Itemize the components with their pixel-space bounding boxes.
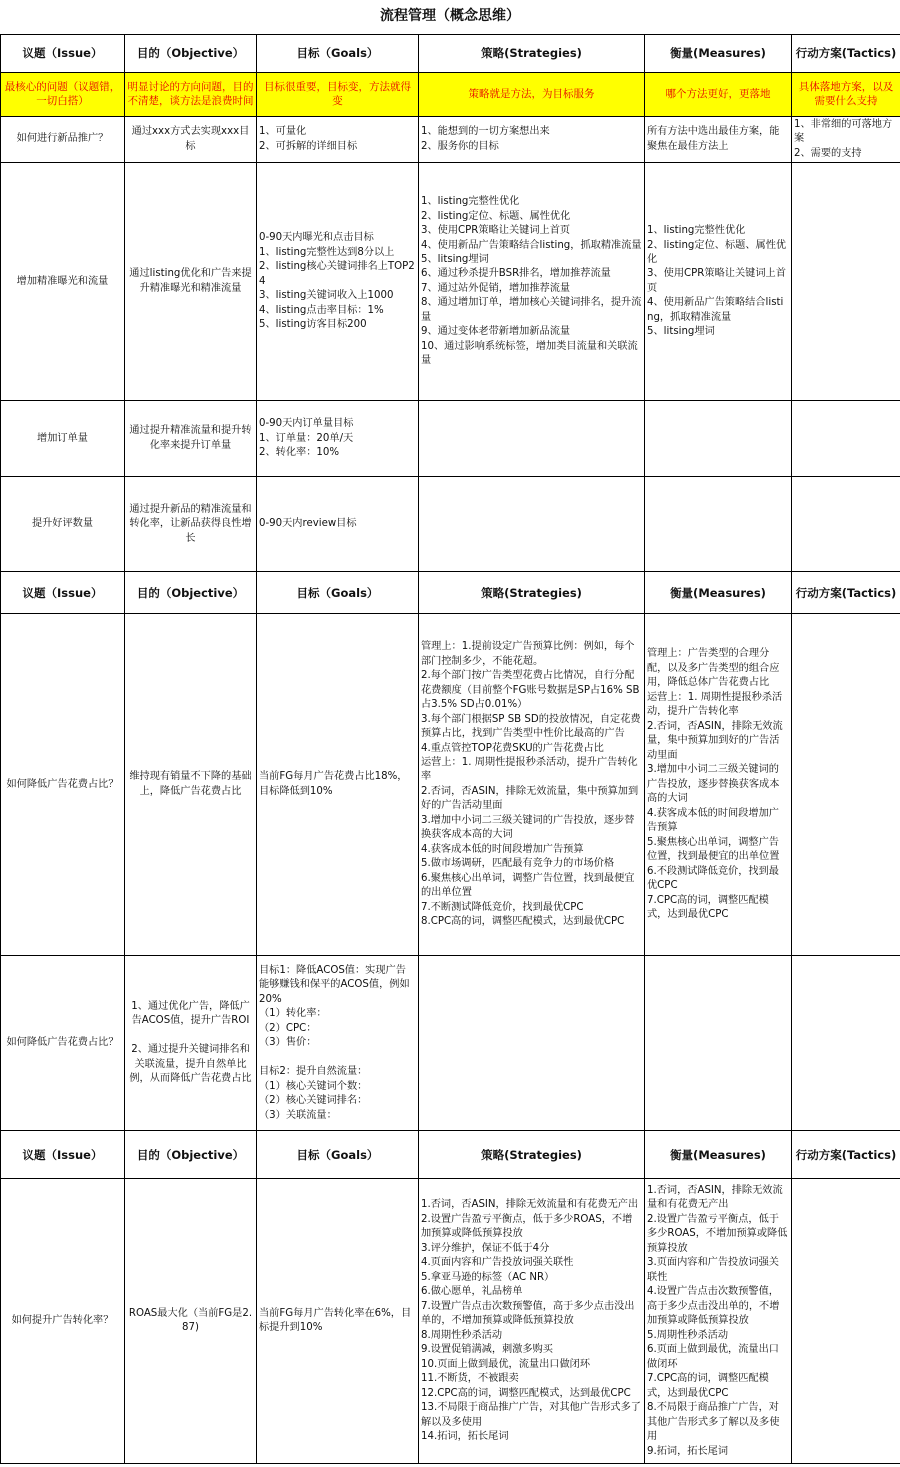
objective-cell <box>125 477 257 572</box>
goals-cell <box>257 956 419 1131</box>
cell-line: 8.不局限于商品推广广告，对其他广告形式多了解以及多使用 <box>647 1402 780 1443</box>
table-row <box>1 163 900 401</box>
header-row <box>1 572 900 614</box>
cell-line: 1、通过优化广告，降低广告ACOS值，提升广告ROI <box>131 1001 250 1027</box>
table-row <box>1 614 900 956</box>
cell-line: 增加订单量 <box>37 432 88 444</box>
goals-cell <box>257 163 419 401</box>
cell-line: 通过提升精准流量和提升转化率来提升订单量 <box>129 425 252 451</box>
cell-line <box>259 1051 416 1065</box>
cell-line: 如何降低广告花费占比？ <box>6 1037 119 1049</box>
cell-line: 6.聚焦核心出单词，调整广告位置，找到最便宜的出单位置 <box>421 872 635 899</box>
strategies-cell <box>419 401 645 477</box>
cell-line: 1、非常细的可落地方案 <box>794 119 893 145</box>
strategies-cell <box>419 956 645 1131</box>
header-objective: 目的（Objective） <box>125 572 257 614</box>
issue-cell <box>1 1179 125 1464</box>
objective-cell <box>125 956 257 1131</box>
cell-line: 2、listing核心关键词排名上TOP24 <box>259 261 415 287</box>
header-goals: 目标（Goals） <box>257 1131 419 1179</box>
cell-line: 5.做市场调研，匹配最有竞争力的市场价格 <box>421 858 615 870</box>
cell-line: 9.设置促销满减，刺激多购买 <box>421 1344 553 1356</box>
cell-line: 通过提升新品的精准流量和转化率，让新品获得良性增长 <box>129 503 252 544</box>
tactics-cell <box>792 614 900 956</box>
cell-line: （2）CPC： <box>259 1022 317 1034</box>
tactics-cell <box>792 401 900 477</box>
cell-line: 7.CPC高的词，调整匹配模式，达到最优CPC <box>647 894 769 921</box>
cell-line: 1.否词，否ASIN，排除无效流量和有花费无产出 <box>647 1184 783 1211</box>
cell-line: ROAS最大化（当前FG是2.87) <box>128 1307 253 1334</box>
cell-line: 运营上：1. 周期性提报秒杀活动，提升广告转化率 <box>421 756 638 783</box>
cell-line: 4.获客成本低的时间段增加广告预算 <box>421 843 584 855</box>
cell-line: 4、使用新品广告策略结合listing，抓取精准流量 <box>421 239 642 251</box>
cell-line: 4.获客成本低的时间段增加广告预算 <box>647 807 779 834</box>
header-tactics: 行动方案(Tactics) <box>792 35 900 73</box>
legend-strategies: 策略就是方法，为目标服务 <box>419 73 645 117</box>
tactics-cell <box>792 477 900 572</box>
header-tactics: 行动方案(Tactics) <box>792 1131 900 1179</box>
cell-line: 0-90天内订单量目标 <box>259 418 354 430</box>
cell-line: 5.拿亚马逊的标签（AC NR） <box>421 1271 555 1283</box>
cell-line: 1.否词，否ASIN，排除无效流量和有花费无产出 <box>421 1199 639 1211</box>
cell-line: 4.设置广告点击次数预警值，高于多少点击没出单的，不增加预算或降低预算投放 <box>647 1286 780 1327</box>
cell-line: 2、转化率：10% <box>259 447 340 459</box>
header-objective: 目的（Objective） <box>125 1131 257 1179</box>
cell-line: 7.不断测试降低竞价，找到最优CPC <box>421 901 584 913</box>
issue-cell <box>1 614 125 956</box>
strategies-cell <box>419 477 645 572</box>
header-strategies: 策略(Strategies) <box>419 35 645 73</box>
header-goals: 目标（Goals） <box>257 35 419 73</box>
cell-line: 2.每个部门按广告类型花费占比情况，自行分配花费额度（目前整个FG账号数据是SP占16% SB占3.5% SD占0.01%） <box>421 670 640 711</box>
cell-line: 13.不局限于商品推广广告，对其他广告形式多了解以及多使用 <box>421 1402 641 1428</box>
header-issue: 议题（Issue） <box>1 1131 125 1179</box>
goals-cell <box>257 614 419 956</box>
objective-cell <box>125 117 257 163</box>
issue-cell <box>1 477 125 572</box>
cell-line: 3.评分维护，保证不低于4分 <box>421 1242 550 1254</box>
tactics-cell <box>792 1179 900 1464</box>
cell-line: 9.拓词，拓长尾词 <box>647 1445 729 1457</box>
cell-line <box>127 1029 254 1043</box>
cell-line: 2、服务你的目标 <box>421 140 499 152</box>
measures-cell <box>645 956 792 1131</box>
cell-line: 如何进行新品推广？ <box>16 133 109 145</box>
header-row <box>1 35 900 73</box>
cell-line: （2）核心关键词排名： <box>259 1095 368 1107</box>
cell-line: 6.不段测试降低竞价，找到最优CPC <box>647 865 779 892</box>
cell-line: 8.周期性秒杀活动 <box>421 1329 503 1341</box>
cell-line: 2.设置广告盈亏平衡点，低于多少ROAS，不增加预算或降低预算投放 <box>647 1213 788 1254</box>
cell-line: 4.重点管控TOP花费SKU的广告花费占比 <box>421 742 604 754</box>
cell-line: 目标2：提升自然流量： <box>259 1066 368 1078</box>
header-issue: 议题（Issue） <box>1 572 125 614</box>
cell-line: 2、通过提升关键词排名和关联流量，提升自然单比例，从而降低广告花费占比 <box>129 1044 252 1085</box>
cell-line: 当前FG每月广告转化率在6%，目标提升到10% <box>259 1307 412 1334</box>
goals-cell <box>257 477 419 572</box>
strategies-cell <box>419 163 645 401</box>
cell-line: 增加精准曝光和流量 <box>16 275 109 287</box>
page-title: 流程管理（概念思维） <box>380 8 520 25</box>
cell-line: 管理上：广告类型的合理分配，以及多广告类型的组合应用，降低总体广告花费占比 <box>647 648 780 689</box>
issue-cell <box>1 117 125 163</box>
strategies-cell <box>419 117 645 163</box>
cell-line: 通过listing优化和广告来提升精准曝光和精准流量 <box>129 268 252 294</box>
header-strategies: 策略(Strategies) <box>419 572 645 614</box>
cell-line: 6、通过秒杀提升BSR排名，增加推荐流量 <box>421 268 611 280</box>
cell-line: 4、使用新品广告策略结合listing，抓取精准流量 <box>647 297 784 323</box>
cell-line: （3）售价： <box>259 1037 317 1049</box>
tactics-cell <box>792 956 900 1131</box>
header-row <box>1 1131 900 1179</box>
cell-line: 10、通过影响系统标签，增加类目流量和关联流量 <box>421 340 638 367</box>
cell-line: 2、listing定位、标题、属性优化 <box>421 210 571 222</box>
cell-line: 11.不断货，不被跟卖 <box>421 1373 519 1385</box>
tactics-cell <box>792 163 900 401</box>
measures-cell <box>645 1179 792 1464</box>
cell-line: 8、通过增加订单，增加核心关键词排名，提升流量 <box>421 297 642 323</box>
legend-issue: 最核心的问题（议题错，一切白搭） <box>1 73 125 117</box>
cell-line: 0-90天内review目标 <box>259 518 357 530</box>
header-measures: 衡量(Measures) <box>645 1131 792 1179</box>
cell-line: 如何提升广告转化率？ <box>11 1315 114 1327</box>
objective-cell <box>125 401 257 477</box>
cell-line: 维持现有销量不下降的基础上，降低广告花费占比 <box>129 771 252 797</box>
header-tactics: 行动方案(Tactics) <box>792 572 900 614</box>
cell-line: 2、可拆解的详细目标 <box>259 140 358 152</box>
cell-line: 1、listing完整性优化 <box>421 196 520 208</box>
cell-line: 5、listing访客目标200 <box>259 319 367 331</box>
goals-cell <box>257 1179 419 1464</box>
cell-line: 1、可量化 <box>259 126 307 138</box>
cell-line: 5、litsing埋词 <box>421 253 489 265</box>
header-measures: 衡量(Measures) <box>645 572 792 614</box>
cell-line: 2、listing定位、标题、属性优化 <box>647 239 787 265</box>
measures-cell <box>645 477 792 572</box>
cell-line: 1、能想到的一切方案想出来 <box>421 126 550 138</box>
cell-line: 1、listing完整性优化 <box>647 225 746 237</box>
strategies-cell <box>419 1179 645 1464</box>
header-measures: 衡量(Measures) <box>645 35 792 73</box>
cell-line: 1、listing完整性达到8分以上 <box>259 246 395 258</box>
cell-line: 如何降低广告花费占比？ <box>6 778 119 790</box>
cell-line: 3.页面内容和广告投放词强关联性 <box>647 1257 779 1283</box>
cell-line: 所有方法中选出最佳方案，能聚焦在最佳方法上 <box>647 126 780 152</box>
cell-line: 3.增加中小词二三级关键词的广告投放，逐步替换获客成本高的大词 <box>421 814 635 841</box>
cell-line: 7.设置广告点击次数预警值，高于多少点击没出单的，不增加预算或降低预算投放 <box>421 1300 635 1327</box>
header-issue: 议题（Issue） <box>1 35 125 73</box>
cell-line: 当前FG每月广告花费占比18%，目标降低到10% <box>259 771 408 797</box>
cell-line: 9、通过变体老带新增加新品流量 <box>421 326 571 338</box>
tactics-cell <box>792 117 900 163</box>
legend-measures: 哪个方法更好，更落地 <box>645 73 792 117</box>
objective-cell <box>125 614 257 956</box>
cell-line: 5.周期性秒杀活动 <box>647 1329 729 1341</box>
cell-line: 3.每个部门根据SP SB SD的投放情况，自定花费预算占比，找到广告类型中性价比最高的广告 <box>421 713 641 740</box>
measures-cell <box>645 401 792 477</box>
goals-cell <box>257 117 419 163</box>
legend-goals: 目标很重要，目标变，方法就得变 <box>257 73 419 117</box>
table-row <box>1 117 900 163</box>
table-row <box>1 477 900 572</box>
cell-line: 管理上：1.提前设定广告预算比例：例如，每个部门控制多少，不能花超。 <box>421 641 635 667</box>
cell-line: （1）转化率： <box>259 1008 327 1020</box>
cell-line: 7.CPC高的词，调整匹配模式，达到最优CPC <box>647 1373 769 1399</box>
cell-line: 10.页面上做到最优，流量出口做闭环 <box>421 1358 591 1370</box>
table-row <box>1 1179 900 1464</box>
cell-line: 14.拓词，拓长尾词 <box>421 1431 509 1443</box>
measures-cell <box>645 614 792 956</box>
cell-line: 4、listing点击率目标：1% <box>259 304 384 316</box>
measures-cell <box>645 163 792 401</box>
cell-line: 4.页面内容和广告投放词强关联性 <box>421 1257 574 1269</box>
cell-line: 2.否词，否ASIN，排除无效流量，集中预算加到好的广告活动里面 <box>421 785 639 812</box>
table-row <box>1 956 900 1131</box>
legend-tactics: 具体落地方案，以及需要什么支持 <box>792 73 900 117</box>
objective-cell <box>125 163 257 401</box>
issue-cell <box>1 163 125 401</box>
strategies-cell <box>419 614 645 956</box>
cell-line: 8.CPC高的词，调整匹配模式，达到最优CPC <box>421 916 625 928</box>
cell-line: 2、需要的支持 <box>794 147 862 159</box>
cell-line: 3、listing关键词收入上1000 <box>259 290 394 302</box>
cell-line: 12.CPC高的词，调整匹配模式，达到最优CPC <box>421 1387 631 1399</box>
cell-line: 5.聚焦核心出单词，调整广告位置，找到最便宜的出单位置 <box>647 836 780 863</box>
cell-line: （3）关联流量： <box>259 1109 337 1121</box>
cell-line: 3、使用CPR策略让关键词上首页 <box>647 268 786 294</box>
issue-cell <box>1 956 125 1131</box>
table-row <box>1 401 900 477</box>
cell-line: 6.页面上做到最优，流量出口做闭环 <box>647 1344 779 1370</box>
cell-line: 1、订单量：20单/天 <box>259 432 354 444</box>
measures-cell <box>645 117 792 163</box>
legend-row <box>1 73 900 117</box>
goals-cell <box>257 401 419 477</box>
cell-line: 6.做心愿单，礼品榜单 <box>421 1286 523 1298</box>
legend-objective: 明显讨论的方向问题，目的不清楚，谈方法是浪费时间 <box>125 73 257 117</box>
objective-cell <box>125 1179 257 1464</box>
header-strategies: 策略(Strategies) <box>419 1131 645 1179</box>
cell-line: 2.设置广告盈亏平衡点，低于多少ROAS，不增加预算或降低预算投放 <box>421 1213 633 1240</box>
process-table <box>0 34 900 1464</box>
cell-line: 通过xxx方式去实现xxx目标 <box>131 126 250 152</box>
cell-line: 2.否词，否ASIN，排除无效流量，集中预算加到好的广告活动里面 <box>647 720 783 761</box>
cell-line: （1）核心关键词个数： <box>259 1080 368 1092</box>
cell-line: 0-90天内曝光和点击目标 <box>259 232 374 244</box>
cell-line: 提升好评数量 <box>31 518 94 530</box>
cell-line: 目标1：降低ACOS值：实现广告能够赚钱和保平的ACOS值，例如20% <box>259 964 410 1005</box>
header-goals: 目标（Goals） <box>257 572 419 614</box>
issue-cell <box>1 401 125 477</box>
cell-line: 5、litsing埋词 <box>647 326 715 338</box>
cell-line: 7、通过站外促销，增加推荐流量 <box>421 282 571 294</box>
cell-line: 3.增加中小词二三级关键词的广告投放，逐步替换获客成本高的大词 <box>647 764 780 805</box>
header-objective: 目的（Objective） <box>125 35 257 73</box>
cell-line: 运营上：1. 周期性提报秒杀活动，提升广告转化率 <box>647 691 783 718</box>
cell-line: 3、使用CPR策略让关键词上首页 <box>421 225 571 237</box>
